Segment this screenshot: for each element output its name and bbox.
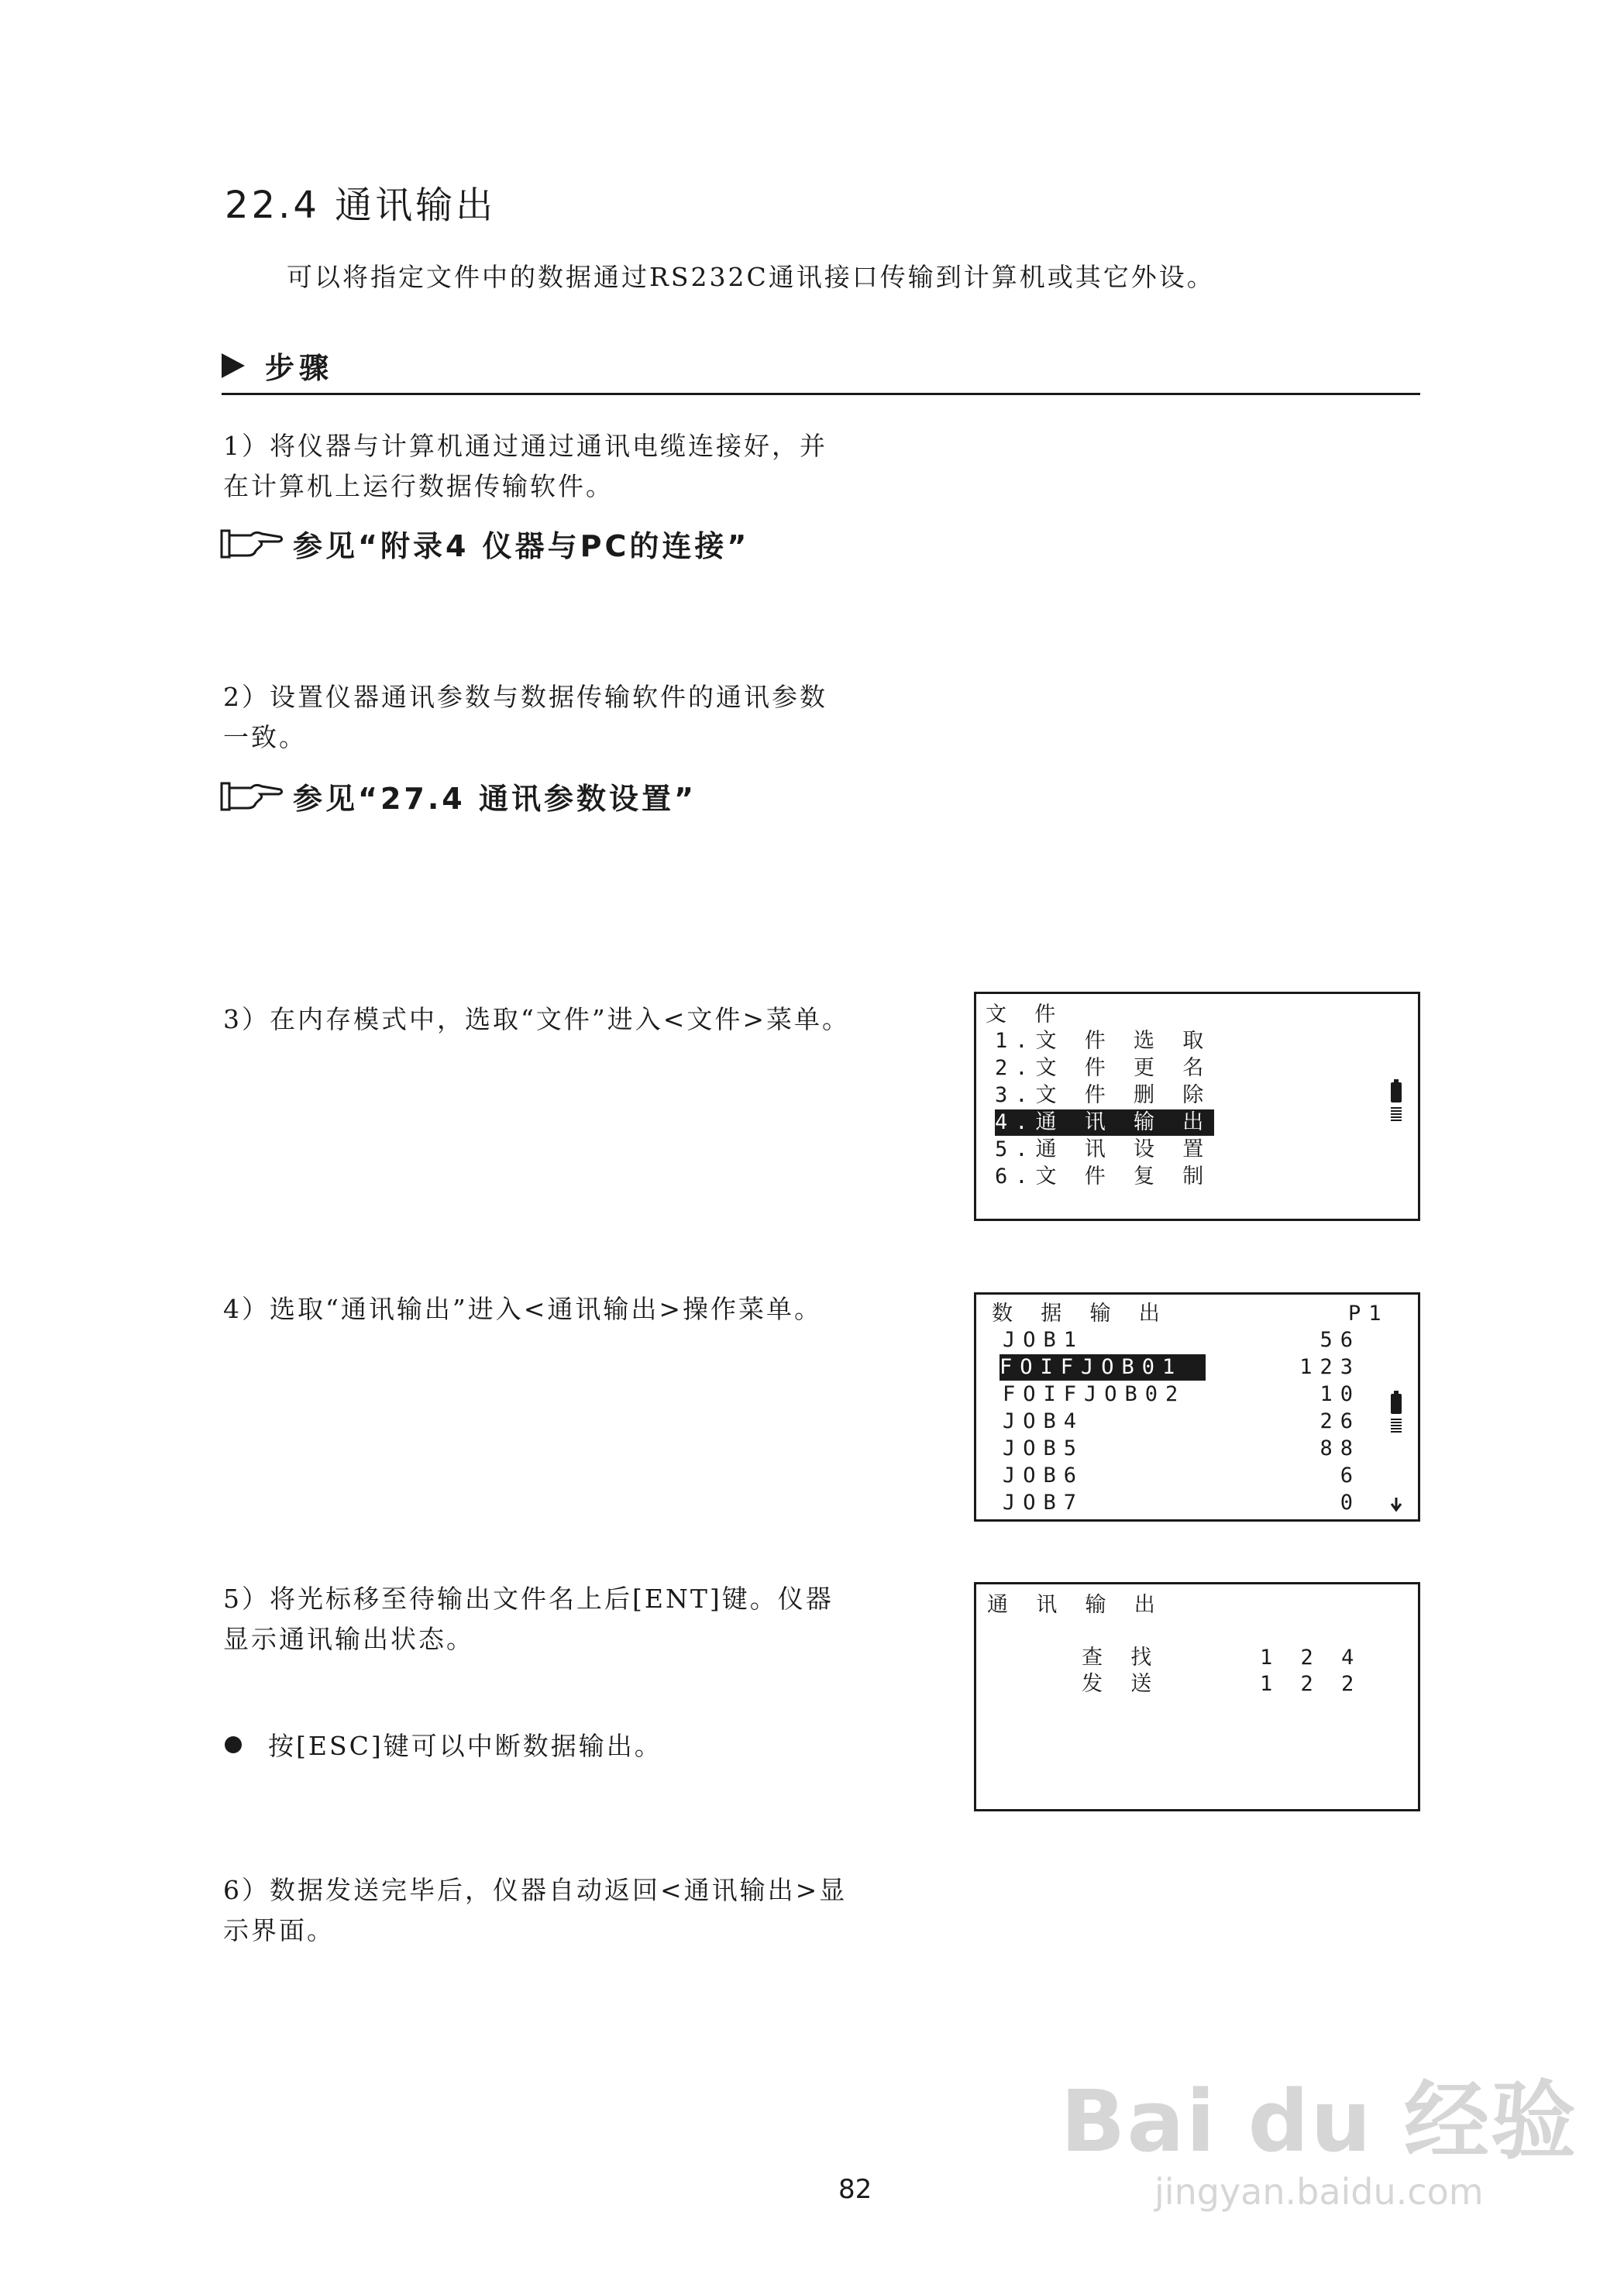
step-4-line1: 4）选取“通讯输出”进入<通讯输出>操作菜单。 [223,1294,823,1324]
battery-icon [1391,1394,1402,1414]
divider [222,393,1420,395]
watermark [1061,2053,1578,2213]
file-name[interactable]: JOB6 [1003,1464,1085,1488]
file-count: 123 [1299,1355,1361,1379]
page-number: 82 [838,2174,872,2205]
file-count: 0 [1340,1491,1361,1515]
menu-item-file-rename[interactable]: 2.文 件 更 名 [995,1056,1212,1080]
reference-1-text: 参见“附录4 仪器与PC的连接” [293,529,750,563]
menu-item-comm-output[interactable]: 4.通 讯 输 出 [995,1109,1214,1136]
scroll-down-icon [1389,1498,1403,1513]
signal-icon [1391,1107,1402,1121]
file-count: 6 [1340,1464,1361,1488]
step-1 [223,426,920,507]
screen-comm-status [974,1582,1420,1811]
reference-2-text: 参见“27.4 通讯参数设置” [293,782,697,816]
step-5-line2: 显示通讯输出状态。 [223,1624,474,1654]
step-4 [223,1289,920,1329]
screen-output-title: 数 据 输 出 [992,1302,1168,1326]
file-name-selected[interactable]: FOIFJOB01 [1000,1354,1206,1381]
watermark-logo: Bai du 经验 [1060,2072,1578,2171]
screen-file-menu [974,992,1420,1221]
found-value: 1 2 4 [1260,1646,1362,1670]
triangle-icon [222,353,245,378]
file-name[interactable]: JOB5 [1003,1436,1085,1460]
reference-1 [220,522,749,565]
steps-heading-label: 步骤 [265,351,334,385]
step-6-line1: 6）数据发送完毕后，仪器自动返回<通讯输出>显 [223,1875,848,1905]
step-2 [223,677,920,758]
step-6-line2: 示界面。 [223,1915,335,1945]
menu-item-file-copy[interactable]: 6.文 件 复 制 [995,1164,1212,1188]
section-intro: 可以将指定文件中的数据通过RS232C通讯接口传输到计算机或其它外设。 [287,262,1215,292]
menu-item-file-select[interactable]: 1.文 件 选 取 [995,1029,1212,1053]
section-title: 22.4 通讯输出 [225,184,497,227]
bullet-note [225,1726,662,1763]
file-name[interactable]: JOB7 [1003,1491,1085,1515]
file-count: 26 [1320,1409,1361,1433]
steps-heading [222,344,333,387]
bullet-text: 按[ESC]键可以中断数据输出。 [268,1731,662,1761]
step-1-line1: 1）将仪器与计算机通过通过通讯电缆连接好，并 [223,431,827,461]
screen-status-title: 通 讯 输 出 [987,1593,1163,1617]
file-count: 10 [1320,1382,1361,1406]
page-indicator: P1 [1348,1302,1389,1326]
file-name[interactable]: FOIFJOB02 [1003,1382,1186,1406]
file-count: 88 [1320,1436,1361,1460]
step-5-line1: 5）将光标移至待输出文件名上后[ENT]键。仪器 [223,1584,834,1614]
bullet-icon [225,1736,242,1753]
step-2-line2: 一致。 [223,722,307,752]
found-label: 查 找 [1082,1646,1160,1670]
step-6 [223,1870,920,1951]
step-2-line1: 2）设置仪器通讯参数与数据传输软件的通讯参数 [223,682,827,712]
watermark-url: jingyan.baidu.com [1154,2171,1484,2213]
signal-icon [1391,1419,1402,1433]
sent-value: 1 2 2 [1260,1672,1362,1696]
reference-2 [220,775,697,817]
file-name[interactable]: JOB4 [1003,1409,1085,1433]
screen-file-title: 文 件 [986,1003,1064,1027]
menu-item-comm-settings[interactable]: 5.通 讯 设 置 [995,1137,1212,1161]
menu-item-file-delete[interactable]: 3.文 件 删 除 [995,1083,1212,1107]
screen-data-output [974,1292,1420,1522]
step-1-line2: 在计算机上运行数据传输软件。 [223,471,614,501]
step-3-line1: 3）在内存模式中，选取“文件”进入<文件>菜单。 [223,1004,851,1034]
pointing-hand-icon [220,528,284,560]
step-5 [223,1579,920,1660]
sent-label: 发 送 [1082,1672,1160,1696]
pointing-hand-icon [220,780,284,813]
step-3 [223,999,920,1040]
file-name[interactable]: JOB1 [1003,1328,1085,1352]
battery-icon [1391,1082,1402,1102]
file-count: 56 [1320,1328,1361,1352]
